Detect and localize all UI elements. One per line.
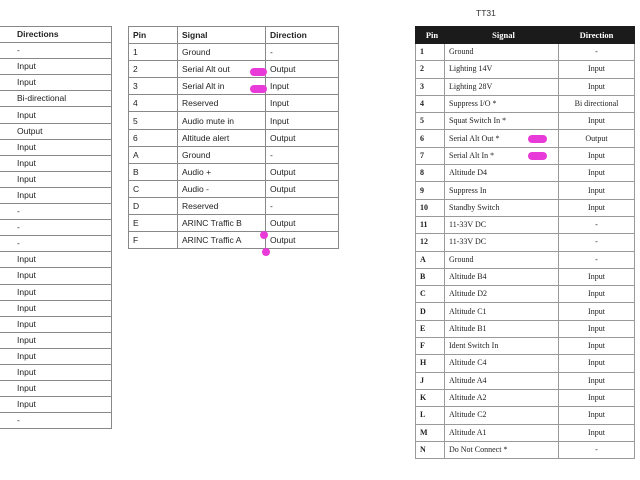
table-row [416, 165, 635, 182]
column-header-direction: Direction [559, 27, 635, 44]
table-row [0, 107, 112, 123]
signal-cell: Audio mute in [178, 112, 266, 129]
pin-cell: 4 [416, 95, 445, 112]
pin-cell: E [416, 320, 445, 337]
pin-cell: 6 [129, 129, 178, 146]
pin-cell: B [129, 163, 178, 180]
direction-cell: Input [559, 165, 635, 182]
pin-cell: C [416, 286, 445, 303]
direction-cell: Output [266, 232, 339, 249]
signal-cell: Serial Alt Out * [445, 130, 559, 147]
table-row [416, 130, 635, 147]
pin-cell: 2 [416, 61, 445, 78]
table-row [129, 61, 339, 78]
tt31-table-title: TT31 [476, 8, 496, 18]
table-row [0, 155, 112, 171]
table-row [0, 397, 112, 413]
direction-cell: Input [559, 61, 635, 78]
signal-cell: Serial Alt In * [445, 147, 559, 164]
direction-cell: - [559, 44, 635, 61]
table-row [129, 129, 339, 146]
direction-cell: - [0, 413, 112, 429]
table-row [416, 44, 635, 61]
highlight-mark [260, 231, 268, 239]
table-row [0, 381, 112, 397]
signal-cell: Ground [445, 44, 559, 61]
direction-cell: Input [559, 147, 635, 164]
highlight-mark [250, 85, 267, 93]
table-row [0, 300, 112, 316]
column-header-signal: Signal [445, 27, 559, 44]
pin-cell: 7 [416, 147, 445, 164]
table-header-row [416, 27, 635, 44]
direction-cell: Input [0, 171, 112, 187]
signal-cell: Lighting 28V [445, 78, 559, 95]
signal-cell: Altitude A1 [445, 424, 559, 441]
table-row [416, 424, 635, 441]
pin-cell: 5 [416, 113, 445, 130]
table-row [0, 284, 112, 300]
pin-cell: D [129, 197, 178, 214]
table-row [129, 163, 339, 180]
direction-cell: Output [266, 163, 339, 180]
signal-cell: Squat Switch In * [445, 113, 559, 130]
table-row [416, 113, 635, 130]
pin-cell: 1 [416, 44, 445, 61]
signal-cell: Altitude alert [178, 129, 266, 146]
table-row [129, 112, 339, 129]
table-row [0, 91, 112, 107]
direction-cell: Input [559, 372, 635, 389]
pin-cell: A [129, 146, 178, 163]
direction-cell: - [0, 220, 112, 236]
column-header-pin: Pin [129, 27, 178, 44]
table-row [416, 216, 635, 233]
signal-cell: Altitude B1 [445, 320, 559, 337]
pin-cell: D [416, 303, 445, 320]
column-header-signal: Signal [178, 27, 266, 44]
pin-cell: 9 [416, 182, 445, 199]
pin-cell: 2 [129, 61, 178, 78]
direction-cell: Input [0, 316, 112, 332]
signal-cell: Ground [178, 146, 266, 163]
table-row [416, 95, 635, 112]
column-header-pin: Pin [416, 27, 445, 44]
table-row [129, 95, 339, 112]
direction-cell: - [266, 197, 339, 214]
signal-cell: Audio - [178, 180, 266, 197]
pin-cell: H [416, 355, 445, 372]
direction-cell: Input [0, 107, 112, 123]
direction-cell: Input [0, 139, 112, 155]
pin-cell: K [416, 389, 445, 406]
pin-cell: 3 [129, 78, 178, 95]
pin-cell: L [416, 407, 445, 424]
table-row [416, 147, 635, 164]
direction-cell: Input [559, 355, 635, 372]
table-row [0, 348, 112, 364]
table-row [129, 180, 339, 197]
direction-cell: Input [559, 199, 635, 216]
table-row [0, 171, 112, 187]
signal-cell: Altitude C2 [445, 407, 559, 424]
table-row [416, 61, 635, 78]
direction-cell: Output [266, 180, 339, 197]
pin-cell: 4 [129, 95, 178, 112]
signal-cell: Altitude A2 [445, 389, 559, 406]
table-row [129, 215, 339, 232]
table-row [416, 286, 635, 303]
direction-cell: - [559, 216, 635, 233]
pin-cell: 10 [416, 199, 445, 216]
table-row [129, 44, 339, 61]
table-row [0, 139, 112, 155]
direction-cell: Input [559, 286, 635, 303]
pin-cell: 11 [416, 216, 445, 233]
table-row [0, 236, 112, 252]
table-row [0, 220, 112, 236]
direction-cell: Input [559, 338, 635, 355]
direction-cell: Input [0, 268, 112, 284]
table-row [129, 232, 339, 249]
table-row [416, 182, 635, 199]
signal-cell: Suppress In [445, 182, 559, 199]
signal-cell: Altitude B4 [445, 268, 559, 285]
signal-cell: Suppress I/O * [445, 95, 559, 112]
table-row [0, 75, 112, 91]
direction-cell: Output [559, 130, 635, 147]
left-partial-pin-table [0, 26, 112, 429]
direction-cell: - [266, 146, 339, 163]
direction-cell: Input [0, 59, 112, 75]
direction-cell: - [559, 234, 635, 251]
direction-cell: Input [559, 407, 635, 424]
pin-cell: M [416, 424, 445, 441]
column-header-directions: Directions [0, 27, 112, 43]
signal-cell: Altitude D2 [445, 286, 559, 303]
table-row [416, 338, 635, 355]
direction-cell: Input [559, 268, 635, 285]
signal-cell: 11-33V DC [445, 234, 559, 251]
table-row [416, 372, 635, 389]
pin-cell: C [129, 180, 178, 197]
direction-cell: Output [266, 61, 339, 78]
signal-cell: Altitude C1 [445, 303, 559, 320]
direction-cell: Input [0, 348, 112, 364]
table-row [0, 252, 112, 268]
direction-cell: Output [266, 215, 339, 232]
table-row [416, 303, 635, 320]
signal-cell: Reserved [178, 197, 266, 214]
table-header-row [129, 27, 339, 44]
direction-cell: Input [559, 424, 635, 441]
direction-cell: Input [0, 381, 112, 397]
signal-cell: Lighting 14V [445, 61, 559, 78]
direction-cell: Bi-directional [0, 91, 112, 107]
direction-cell: Input [0, 187, 112, 203]
table-row [416, 355, 635, 372]
signal-cell: Standby Switch [445, 199, 559, 216]
direction-cell: Output [0, 123, 112, 139]
direction-cell: Input [559, 303, 635, 320]
pin-cell: E [129, 215, 178, 232]
direction-cell: Output [266, 129, 339, 146]
direction-cell: - [559, 441, 635, 458]
highlight-mark [528, 135, 547, 143]
table-header-row [0, 27, 112, 43]
highlight-mark [250, 68, 267, 76]
signal-cell: Altitude D4 [445, 165, 559, 182]
table-row [0, 43, 112, 59]
table-row [416, 199, 635, 216]
table-row [416, 441, 635, 458]
pin-cell: 12 [416, 234, 445, 251]
table-row [0, 268, 112, 284]
table-row [0, 187, 112, 203]
direction-cell: Input [0, 252, 112, 268]
table-row [416, 251, 635, 268]
signal-cell: Do Not Connect * [445, 441, 559, 458]
pin-cell: A [416, 251, 445, 268]
table-row [0, 59, 112, 75]
pin-cell: F [129, 232, 178, 249]
pin-cell: 1 [129, 44, 178, 61]
direction-cell: Input [0, 397, 112, 413]
direction-cell: - [0, 43, 112, 59]
table-row [0, 332, 112, 348]
connector-pin-table [128, 26, 339, 249]
signal-cell: Serial Alt in [178, 78, 266, 95]
signal-cell: Ident Switch In [445, 338, 559, 355]
direction-cell: Input [0, 364, 112, 380]
direction-cell: Input [559, 113, 635, 130]
table-row [416, 389, 635, 406]
signal-cell: Audio + [178, 163, 266, 180]
pin-cell: 3 [416, 78, 445, 95]
table-row [129, 78, 339, 95]
direction-cell: - [0, 204, 112, 220]
direction-cell: - [0, 236, 112, 252]
signal-cell: Reserved [178, 95, 266, 112]
signal-cell: Serial Alt out [178, 61, 266, 78]
direction-cell: - [559, 251, 635, 268]
table-row [416, 234, 635, 251]
signal-cell: Ground [445, 251, 559, 268]
signal-cell: Ground [178, 44, 266, 61]
pin-cell: 8 [416, 165, 445, 182]
signal-cell: ARINC Traffic A [178, 232, 266, 249]
direction-cell: Input [559, 320, 635, 337]
pin-cell: N [416, 441, 445, 458]
table-row [0, 413, 112, 429]
direction-cell: Bi directional [559, 95, 635, 112]
direction-cell: Input [0, 300, 112, 316]
table-row [129, 146, 339, 163]
direction-cell: Input [0, 332, 112, 348]
pin-cell: F [416, 338, 445, 355]
direction-cell: Input [0, 75, 112, 91]
direction-cell: - [266, 44, 339, 61]
pin-cell: 6 [416, 130, 445, 147]
table-row [0, 204, 112, 220]
column-header-direction: Direction [266, 27, 339, 44]
signal-cell: Altitude C4 [445, 355, 559, 372]
signal-cell: ARINC Traffic B [178, 215, 266, 232]
table-row [416, 320, 635, 337]
table-row [0, 316, 112, 332]
direction-cell: Input [266, 95, 339, 112]
direction-cell: Input [0, 155, 112, 171]
direction-cell: Input [266, 78, 339, 95]
table-row [0, 364, 112, 380]
pin-cell: J [416, 372, 445, 389]
highlight-mark [262, 248, 270, 256]
direction-cell: Input [559, 182, 635, 199]
table-row [416, 78, 635, 95]
direction-cell: Input [559, 78, 635, 95]
direction-cell: Input [266, 112, 339, 129]
direction-cell: Input [0, 284, 112, 300]
pin-cell: 5 [129, 112, 178, 129]
table-row [416, 268, 635, 285]
signal-cell: 11-33V DC [445, 216, 559, 233]
direction-cell: Input [559, 389, 635, 406]
pin-cell: B [416, 268, 445, 285]
tt31-pin-table [415, 26, 635, 459]
highlight-mark [528, 152, 547, 160]
signal-cell: Altitude A4 [445, 372, 559, 389]
table-row [0, 123, 112, 139]
table-row [129, 197, 339, 214]
table-row [416, 407, 635, 424]
